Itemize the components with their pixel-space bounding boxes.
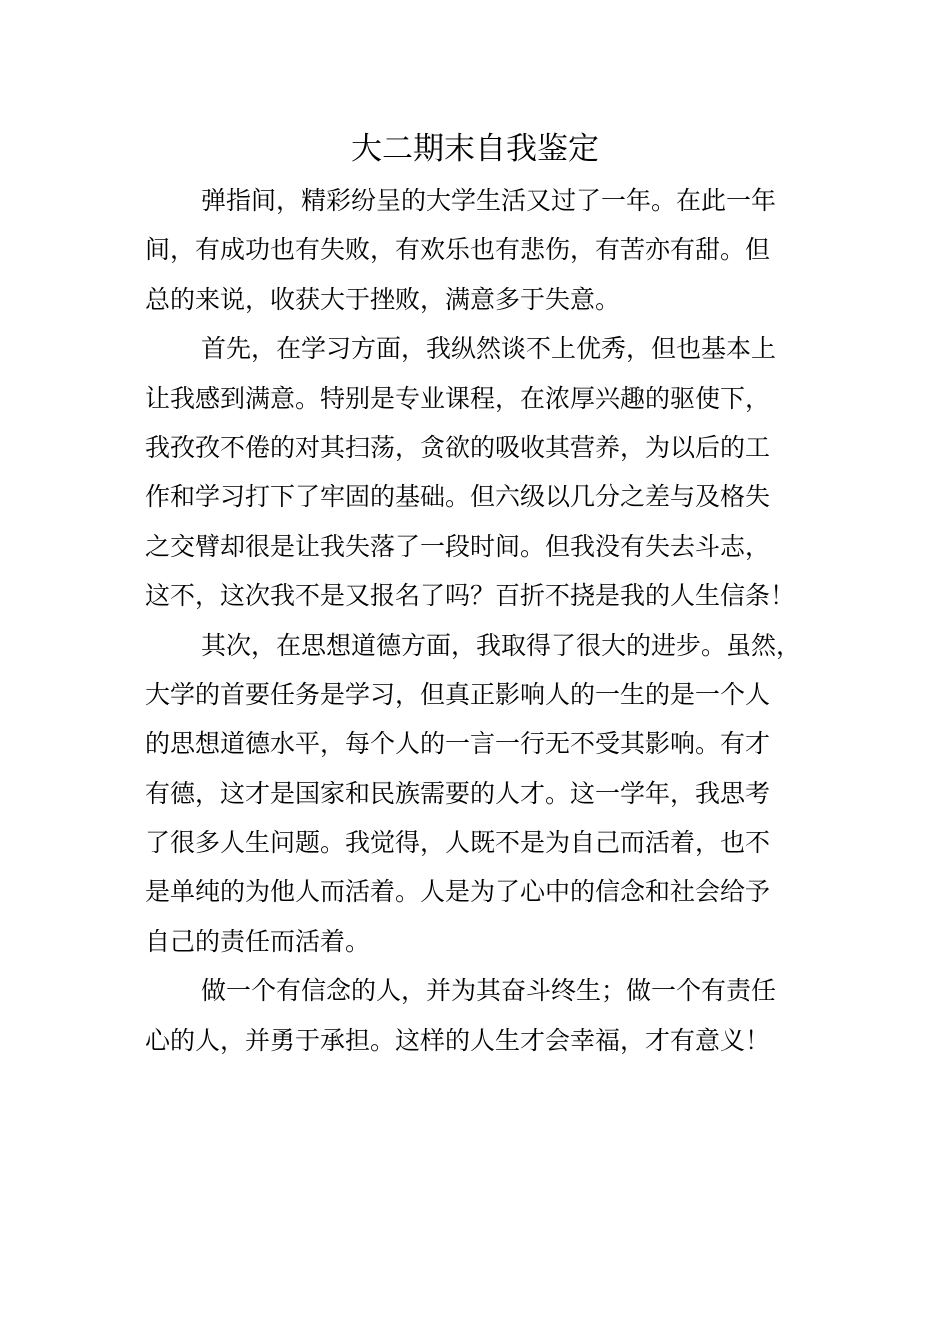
paragraph-line: 是单纯的为他人而活着。人是为了心中的信念和社会给予 [145, 877, 771, 907]
paragraph-line: 之交臂却很是让我失落了一段时间。但我没有失去斗志， [145, 531, 771, 561]
paragraph-line: 我孜孜不倦的对其扫荡，贪欲的吸收其营养，为以后的工 [145, 432, 771, 462]
paragraph-line: 心的人，并勇于承担。这样的人生才会幸福，才有意义！ [145, 1025, 771, 1055]
paragraph-4 [145, 966, 810, 1065]
paragraph-line: 做一个有信念的人，并为其奋斗终生；做一个有责任 [201, 976, 777, 1006]
paragraph-line: 有德，这才是国家和民族需要的人才。这一学年，我思考 [145, 778, 771, 808]
paragraph-line: 了很多人生问题。我觉得，人既不是为自己而活着，也不 [145, 828, 771, 858]
paragraph-line: 弹指间，精彩纷呈的大学生活又过了一年。在此一年 [201, 186, 777, 215]
paragraph-3 [145, 621, 810, 967]
paragraph-line: 其次，在思想道德方面，我取得了很大的进步。虽然， [201, 630, 802, 660]
paragraph-line: 大学的首要任务是学习，但真正影响人的一生的是一个人 [145, 679, 771, 709]
paragraph-line: 这不，这次我不是又报名了吗？百折不挠是我的人生信条！ [145, 581, 796, 611]
document-title: 大二期末自我鉴定 [351, 131, 599, 167]
document-body [145, 176, 810, 1065]
paragraph-line: 让我感到满意。特别是专业课程，在浓厚兴趣的驱使下， [145, 383, 771, 413]
paragraph-line: 的思想道德水平，每个人的一言一行无不受其影响。有才 [145, 729, 771, 759]
paragraph-line: 总的来说，收获大于挫败，满意多于失意。 [145, 284, 621, 314]
paragraph-line: 间，有成功也有失败，有欢乐也有悲伤，有苦亦有甜。但 [145, 235, 771, 265]
paragraph-2 [145, 324, 810, 620]
paragraph-line: 作和学习打下了牢固的基础。但六级以几分之差与及格失 [145, 482, 771, 512]
paragraph-line: 自己的责任而活着。 [145, 926, 371, 956]
paragraph-line: 首先，在学习方面，我纵然谈不上优秀，但也基本上 [201, 334, 777, 364]
paragraph-1 [145, 176, 810, 324]
